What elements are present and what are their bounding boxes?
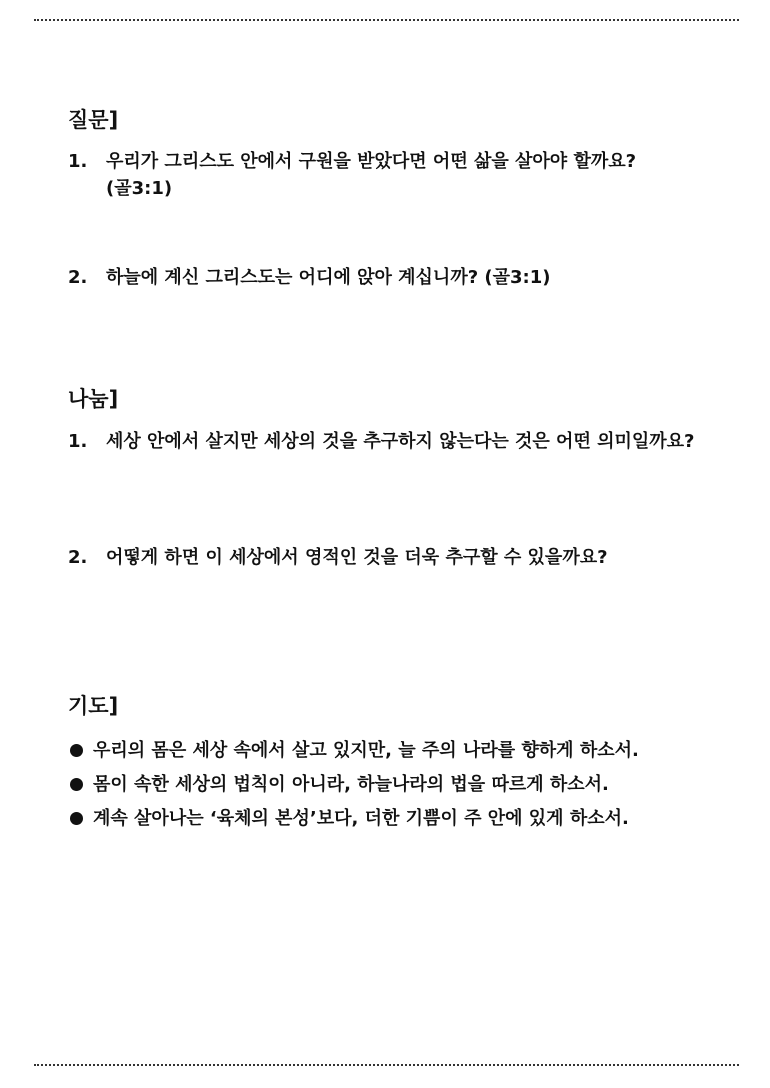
question-item-1 [68,148,708,202]
bullet-icon [70,778,83,791]
question-number-2: 2. [68,267,88,288]
sharing-text-1: 세상 안에서 살지만 세상의 것을 추구하지 않는다는 것은 어떤 의미일까요? [106,431,695,452]
bullet-icon [70,744,83,757]
question-text-1: 우리가 그리스도 안에서 구원을 받았다면 어떤 삶을 살아야 할까요? (골3:1) [106,151,637,199]
question-item-2 [68,264,708,291]
question-text-2: 하늘에 계신 그리스도는 어디에 앉아 계십니까? (골3:1) [106,267,551,288]
prayer-text-2: 몸이 속한 세상의 법칙이 아니라, 하늘나라의 법을 따르게 하소서. [93,774,609,795]
bullet-icon [70,812,83,825]
sharing-text-2: 어떻게 하면 이 세상에서 영적인 것을 더욱 추구할 수 있을까요? [106,547,608,568]
prayer-item-3 [68,805,718,832]
bottom-divider [34,1064,739,1066]
sharing-heading: 나눔] [68,387,119,411]
prayer-item-1 [68,737,718,764]
sharing-number-2: 2. [68,547,88,568]
sharing-item-1 [68,428,708,455]
sharing-item-2 [68,544,708,571]
prayer-text-3: 계속 살아나는 ‘육체의 본성’보다, 더한 기쁨이 주 안에 있게 하소서. [93,808,629,829]
sharing-number-1: 1. [68,431,88,452]
prayer-heading: 기도] [68,694,119,718]
question-number-1: 1. [68,151,88,172]
top-divider [34,19,739,21]
prayer-text-1: 우리의 몸은 세상 속에서 살고 있지만, 늘 주의 나라를 향하게 하소서. [93,740,639,761]
prayer-item-2 [68,771,718,798]
questions-heading: 질문] [68,108,119,132]
